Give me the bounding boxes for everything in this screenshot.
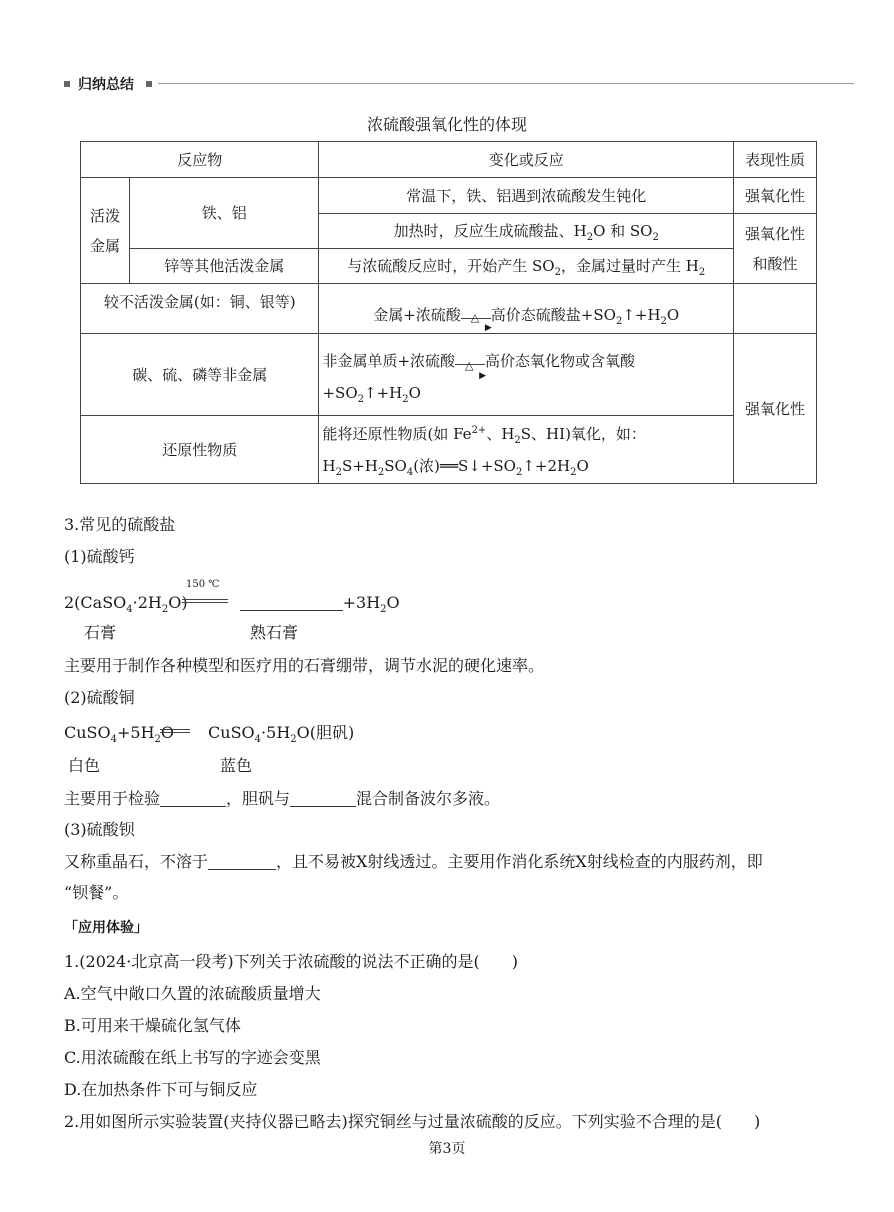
reducing-change: 能将还原性物质(如 $Fe^{2+}$、$H_2S$、HI)氧化，如： $H_2S+H_2SO_4$(浓)$══S↓+SO_2↑+2H_2O$ [319, 416, 734, 484]
header-change: 变化或反应 [319, 142, 734, 178]
less-active-cell: 较不活泼金属(如：铜、银等) [81, 284, 319, 334]
label-gypsum: 石膏 [84, 623, 117, 642]
practice-header: 「应用体验」 [64, 920, 148, 936]
reducing-cell: 还原性物质 [81, 416, 319, 484]
double-line [182, 599, 228, 603]
heading-sulfates: 3.常见的硫酸盐 [64, 515, 176, 534]
row3-change: 与浓硫酸反应时，开始产生 $SO_2$，金属过量时产生 $H_2$ [319, 249, 734, 284]
heading-baso4: (3)硫酸钡 [64, 820, 135, 839]
table-title: 浓硫酸强氧化性的体现 [366, 115, 527, 134]
para-baso4: 又称重晶石，不溶于 ，且不易被X射线透过。主要用作消化系统X射线检查的内服药剂，即 [64, 852, 763, 871]
para-cuso4: 主要用于检验 ，胆矾与 混合制备波尔多液。 [64, 789, 501, 808]
condition-150: 150 ℃ [186, 579, 220, 590]
section-divider [158, 83, 854, 84]
q1-option-c[interactable]: C.用浓硫酸在纸上书写的字迹会变黑 [64, 1048, 321, 1067]
square-bullet-icon [146, 81, 152, 87]
delta-mark: △ [470, 310, 480, 324]
q1-option-b[interactable]: B.可用来干燥硫化氢气体 [64, 1016, 241, 1035]
question-1: 1.(2024·北京高一段考)下列关于浓硫酸的说法不正确的是( ) [64, 952, 519, 971]
para-caso4: 主要用于制作各种模型和医疗用的石膏绷带，调节水泥的硬化速率。 [64, 656, 545, 675]
square-bullet-icon [64, 81, 70, 87]
blank-test[interactable] [160, 790, 226, 807]
q1-option-d[interactable]: D.在加热条件下可与铜反应 [64, 1080, 258, 1099]
row4-property [734, 284, 817, 334]
label-plaster: 熟石膏 [250, 623, 299, 642]
section-label: 归纳总结 [78, 77, 134, 93]
nonmetal-change: 非金属单质+浓硫酸 △ ▶ 高价态氧化物或含氧酸 $+SO_2↑+H_2O$ [319, 334, 734, 416]
zn-cell: 锌等其他活泼金属 [129, 249, 319, 284]
less-active-change: 金属+浓硫酸 △ ▶ 高价态硫酸盐$+SO_2↑+H_2O$ [319, 284, 734, 334]
active-metal-cell: 活泼金属 [81, 178, 130, 284]
equation-caso4: $2(CaSO_4\cdot 2H_2O) +3H_2O$ [64, 593, 400, 616]
row56-property: 强氧化性 [734, 334, 817, 484]
row2-change: 加热时，反应生成硫酸盐、$H_2O$ 和 $SO_2$ [319, 214, 734, 249]
fe-al-cell: 铁、铝 [129, 178, 319, 249]
label-white: 白色 [68, 756, 101, 775]
page-number: 第3页 [428, 1141, 466, 1157]
heading-caso4: (1)硫酸钙 [64, 547, 135, 566]
q1-option-a[interactable]: A.空气中敞口久置的浓硫酸质量增大 [64, 984, 321, 1003]
equation-cuso4: $CuSO_4+5H_2O$ $CuSO_4\cdot 5H_2O$(胆矾) [64, 723, 355, 746]
header-property: 表现性质 [734, 142, 817, 178]
section-header [64, 74, 854, 94]
blank-mix[interactable] [290, 790, 356, 807]
blank-insoluble[interactable] [208, 853, 276, 870]
row23-property: 强氧化性和酸性 [734, 214, 817, 284]
header-reactant: 反应物 [81, 142, 319, 178]
heading-cuso4: (2)硫酸铜 [64, 688, 135, 707]
double-line [160, 729, 190, 733]
oxidation-table [80, 141, 817, 484]
label-blue: 蓝色 [220, 756, 253, 775]
row1-change: 常温下，铁、铝遇到浓硫酸发生钝化 [319, 178, 734, 214]
blank-product[interactable] [240, 594, 343, 611]
para-baso4-end: “钡餐”。 [64, 883, 129, 902]
row1-property: 强氧化性 [734, 178, 817, 214]
nonmetal-cell: 碳、硫、磷等非金属 [81, 334, 319, 416]
question-2: 2.用如图所示实验装置(夹持仪器已略去)探究铜丝与过量浓硫酸的反应。下列实验不合理的是( ) [64, 1112, 761, 1131]
